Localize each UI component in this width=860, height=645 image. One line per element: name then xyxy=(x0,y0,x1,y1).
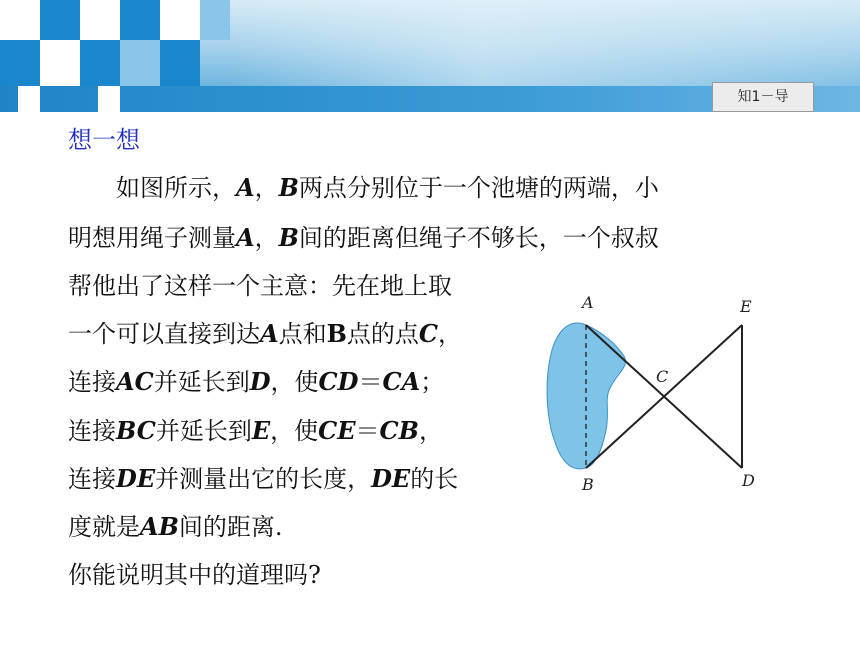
text-segment: ； xyxy=(420,368,445,396)
banner-square xyxy=(0,0,40,40)
text-segment: 连接 xyxy=(68,417,116,445)
banner-square xyxy=(18,86,40,112)
text-segment: 两点分别位于一个池塘的两端，小 xyxy=(298,174,659,202)
banner-square xyxy=(80,0,120,40)
banner-square xyxy=(160,40,200,86)
text-segment: 帮他出了这样一个主意：先在地上取 xyxy=(68,272,452,300)
text-segment: 一个可以直接到达 xyxy=(68,320,260,348)
text-segment: ，使 xyxy=(270,368,319,396)
math-variable: BC xyxy=(116,416,156,445)
label-E: E xyxy=(740,297,752,316)
banner-square xyxy=(160,0,200,40)
text-segment: 连接 xyxy=(68,465,116,493)
math-variable: B xyxy=(278,173,299,202)
text-segment: 并延长到 xyxy=(153,368,250,396)
label-D: D xyxy=(742,471,755,490)
text-segment: 的长 xyxy=(410,465,459,493)
paragraph-line xyxy=(68,560,321,590)
math-variable: CA xyxy=(382,367,421,396)
label-C: C xyxy=(656,367,669,386)
label-A: A xyxy=(582,293,594,312)
paragraph-line xyxy=(68,223,659,253)
text-segment: ， xyxy=(254,174,279,202)
paragraph-line xyxy=(68,319,462,349)
text-segment: ＝ xyxy=(355,417,380,445)
text-segment: 如图所示， xyxy=(68,174,236,202)
text-segment: B xyxy=(326,319,347,348)
paragraph-line xyxy=(68,173,659,203)
math-variable: A xyxy=(236,223,255,252)
text-segment: ， xyxy=(438,320,463,348)
text-segment: ， xyxy=(254,224,279,252)
math-variable: C xyxy=(418,319,439,348)
text-segment: 度就是 xyxy=(68,513,140,541)
math-variable: B xyxy=(278,223,299,252)
text-segment: 点的点 xyxy=(346,320,419,348)
banner-square xyxy=(120,40,160,86)
text-segment: 并延长到 xyxy=(155,417,252,445)
math-variable: D xyxy=(249,367,271,396)
math-variable: A xyxy=(260,319,279,348)
paragraph-line xyxy=(68,367,444,397)
text-segment: 并测量出它的长度， xyxy=(155,465,372,493)
banner-square xyxy=(200,0,230,40)
math-variable: DE xyxy=(371,464,411,493)
banner-square xyxy=(80,40,120,86)
math-variable: CE xyxy=(318,416,356,445)
text-segment: 明想用绳子测量 xyxy=(68,224,236,252)
math-variable: AB xyxy=(140,512,179,541)
text-segment: 你能说明其中的道理吗? xyxy=(68,561,321,589)
text-segment: ，使 xyxy=(270,417,319,445)
text-segment: 连接 xyxy=(68,368,116,396)
math-variable: A xyxy=(236,173,255,202)
math-variable: AC xyxy=(116,367,154,396)
label-B: B xyxy=(582,475,594,494)
geometry-figure xyxy=(540,290,770,500)
banner-square xyxy=(40,40,80,86)
math-variable: DE xyxy=(116,464,156,493)
text-segment: 间的距离. xyxy=(178,513,283,541)
math-variable: CD xyxy=(318,367,359,396)
paragraph-line xyxy=(68,416,443,446)
math-variable: E xyxy=(251,416,271,445)
text-segment: ＝ xyxy=(358,368,383,396)
text-segment: 点和 xyxy=(278,320,327,348)
banner-square xyxy=(120,0,160,40)
math-variable: CB xyxy=(379,416,419,445)
section-tag: 知1－导 xyxy=(712,82,814,112)
paragraph-line xyxy=(68,512,283,542)
text-segment: ， xyxy=(418,417,443,445)
banner-square xyxy=(98,86,120,112)
banner-square xyxy=(40,0,80,40)
banner-square xyxy=(0,40,40,86)
page-heading: 想一想 xyxy=(68,126,140,154)
text-segment: 间的距离但绳子不够长，一个叔叔 xyxy=(298,224,659,252)
paragraph-line xyxy=(68,464,458,494)
paragraph-line xyxy=(68,271,452,301)
banner-fade xyxy=(230,0,860,86)
